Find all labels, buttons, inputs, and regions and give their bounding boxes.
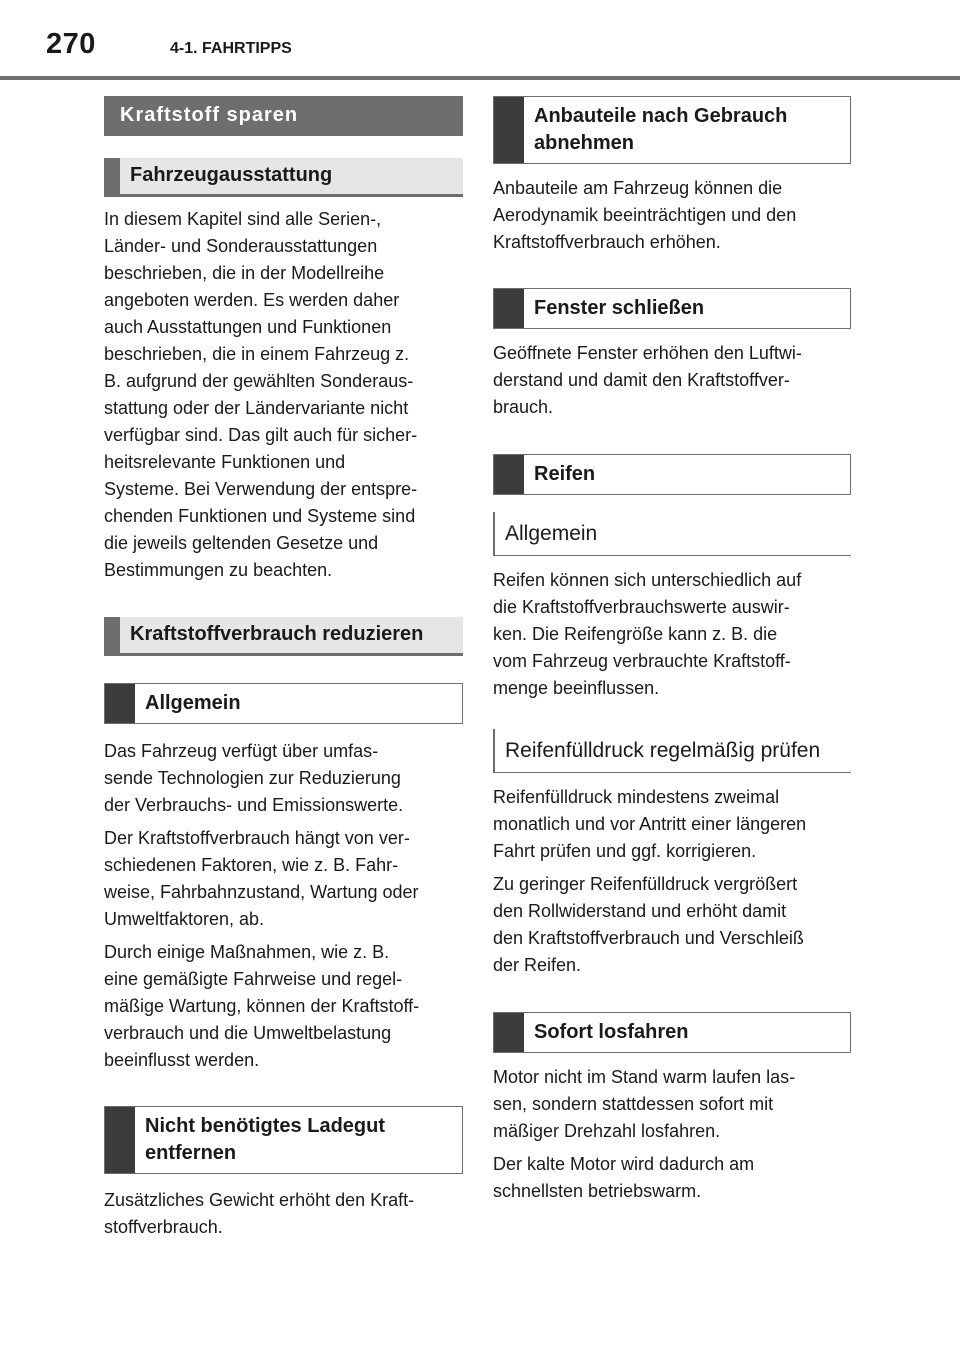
heading-bar (494, 1013, 524, 1052)
subheading-fahrzeugausstattung: Fahrzeugausstattung (104, 158, 463, 197)
subheading-verbrauch-reduzieren: Kraftstoffverbrauch reduzieren (104, 617, 463, 656)
page-header (0, 0, 960, 80)
paragraph-faktoren: Der Kraftstoffverbrauch hängt von ver- schiedenen Faktoren, wie z. B. Fahr- weise, Fahrbahnzustand, Wartung oder Umweltfaktoren, ab. (104, 828, 419, 929)
paragraph-fenster: Geöffnete Fenster erhöhen den Luftwi- derstand und damit den Kraftstoffver- brauch. (493, 343, 802, 417)
paragraph-betriebswarm: Der kalte Motor wird dadurch am schnellsten betriebswarm. (493, 1154, 755, 1201)
box-heading-reifen: Reifen (493, 454, 851, 495)
paragraph-reifenfuelldruck: Reifenfülldruck mindestens zweimal monatlich und vor Antritt einer längeren Fahrt prüfen und ggf. korrigieren. (493, 787, 807, 861)
heading-bar (105, 684, 135, 723)
chapter-heading: Kraftstoff sparen (104, 96, 463, 136)
box-heading-fenster: Fenster schließen (493, 288, 851, 329)
light-heading-allgemein: Allgemein (493, 512, 851, 556)
box-heading-allgemein: Allgemein (104, 683, 463, 724)
box-heading-losfahren: Sofort losfahren (493, 1012, 851, 1053)
light-heading-reifenfuelldruck: Reifenfülldruck regelmäßig prüfen (493, 729, 851, 773)
paragraph-reifen: Reifen können sich unterschiedlich auf die Kraftstoffverbrauchswerte auswir- ken. Die Reifengröße kann z. B. die vom Fahrzeug verbrauchte Kraftstoff- menge beeinflussen. (493, 570, 802, 698)
header-rule (0, 76, 960, 80)
heading-bar (105, 1107, 135, 1173)
paragraph-motor: Motor nicht im Stand warm laufen las- sen, sondern stattdessen sofort mit mäßiger Drehzahl losfahren. (493, 1067, 796, 1141)
paragraph-rollwiderstand: Zu geringer Reifenfülldruck vergrößert den Rollwiderstand und erhöht damit den Kraftstoffverbrauch und Verschleiß der Reifen. (493, 874, 804, 975)
page-number: 270 (46, 28, 96, 60)
paragraph-anbauteile: Anbauteile am Fahrzeug können die Aerodynamik beeinträchtigen und den Kraftstoffverbrauch erhöhen. (493, 178, 797, 252)
heading-bar (494, 289, 524, 328)
heading-bar (494, 455, 524, 494)
heading-bar (494, 97, 524, 163)
paragraph-ausstattung: In diesem Kapitel sind alle Serien-, Länder- und Sonderausstattungen beschrieben, die in der Modellreihe angeboten werden. Es werden daher auch Ausstattungen und Funktionen beschrieben, die in einem Fahrzeug z. B. aufgrund der gewählten Sonderaus- stattung oder der Ländervariante nicht verfügbar sind. Das gilt auch für sicher- heitsrelevante Funktionen und Systeme. Bei Verwendung der entspre- chenden Funktionen und Systeme sind die jeweils geltenden Gesetze und Bestimmungen zu beachten. (104, 209, 418, 580)
box-heading-anbauteile: Anbauteile nach Gebrauch abnehmen (493, 96, 851, 164)
left-column (104, 96, 463, 1241)
section-title: 4-1. FAHRTIPPS (170, 40, 292, 57)
paragraph-massnahmen: Durch einige Maßnahmen, wie z. B. eine gemäßigte Fahrweise und regel- mäßige Wartung, können der Kraftstoff- verbrauch und die Umweltbelastung beeinflusst werden. (104, 942, 420, 1070)
paragraph-gewicht: Zusätzliches Gewicht erhöht den Kraft- stoffverbrauch. (104, 1190, 415, 1237)
paragraph-technologien: Das Fahrzeug verfügt über umfas- sende Technologien zur Reduzierung der Verbrauchs- und Emissionswerte. (104, 741, 404, 815)
box-heading-ladegut: Nicht benötigtes Ladegut entfernen (104, 1106, 463, 1174)
right-column (493, 96, 851, 1205)
